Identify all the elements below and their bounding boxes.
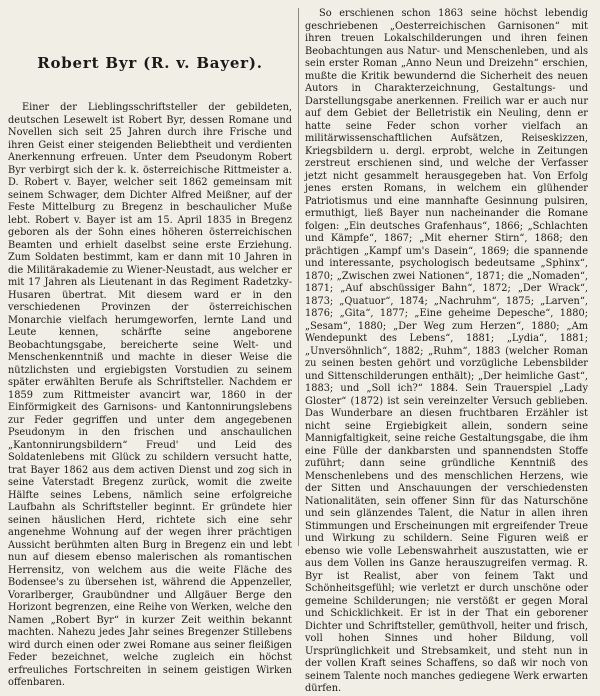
article-columns (8, 8, 594, 694)
left-column-text: Einer der Lieblingsschriftsteller der gebildeten, deutschen Lesewelt ist Robert Byr, dessen Romane und Novellen sich seit 25 Jahren durch ihre Frische und ihren Geist einer steigenden Beliebtheit und verdienten Anerkennung erfreuen. Unter dem Pseudonym Robert Byr verbirgt sich der k. k. österreichische Rittmeister a. D. Robert v. Bayer, welcher seit 1862 gemeinsam mit seinem Schwager, dem Dichter Alfred Meißner, auf der Feste Mittelburg zu Bregenz in beschaulicher Muße lebt. Robert v. Bayer ist am 15. April 1835 in Bregenz geboren als der Sohn eines höheren österreichischen Beamten und erhielt daselbst seine erste Erziehung. Zum Soldaten bestimmt, kam er dann mit 10 Jahren in die Militärakademie zu Wiener-Neustadt, aus welcher er mit 17 Jahren als Lieutenant in das Regiment Radetzky-Husaren übertrat. Mit diesem ward er in den verschiedenen Provinzen der österreichischen Monarchie vielfach herumgeworfen, lernte Land und Leute kennen, schärfte seine angeborene Beobachtungsgabe, bereicherte seine Welt- und Menschenkenntniß und machte in dieser Weise die nützlichsten und ergiebigsten Vorstudien zu seinem später erwählten Berufe als Schriftsteller. Nachdem er 1859 zum Rittmeister avancirt war, 1860 in der Einförmigkeit des Garnisons- und Kantonnirungslebens zur Feder gegriffen und unter dem angegebenen Pseudonym in den frischen und anschaulichen „Kantonnirungsbildern“ Freud' und Leid des Soldatenlebens mit Glück zu schildern versucht hatte, trat Bayer 1862 aus dem activen Dienst und zog sich in seine Vaterstadt Bregenz zurück, womit die zweite Hälfte seines Lebens, nämlich seine erfolgreiche Laufbahn als Schriftsteller beginnt. Er gründete hier seinen häuslichen Herd, richtete sich eine sehr angenehme Wohnung auf der wegen ihrer prächtigen Aussicht berühmten alten Burg in Bregenz ein und lebt nun auf diesem ebenso malerischen als romantischen Herrensitz, von welchem aus die weite Fläche des Bodensee's zu übersehen ist, während die Appenzeller, Vorarlberger, Graubündner und Allgäuer Berge den Horizont begrenzen, eine Reihe von Werken, welche den Namen „Robert Byr“ in kurzer Zeit weithin bekannt machten. Nahezu jedes Jahr seines Bregenzer Stillebens wird durch einen oder zwei Romane aus seiner fleißigen Feder bezeichnet, welche zugleich ein höchst erfreuliches Fortschreiten in seinem geistigen Wirken offenbaren. (8, 102, 292, 688)
right-column-text: So erschienen schon 1863 seine höchst lebendig geschriebenen „Oesterreichischen Garnisonen“ mit ihren treuen Lokalschilderungen und ihren feinen Beobachtungen aus Natur- und Menschenleben, und als sein erster Roman „Anno Neun und Dreizehn“ erschien, mußte die Kritik bewundernd die Sicherheit des neuen Autors in Charakterzeichnung, Gestaltungs- und Darstellungsgabe anerkennen. Freilich war er auch nur auf dem Gebiet der Belletristik ein Neuling, denn er hatte seine Feder schon vorher vielfach an militärwissenschaftlichen Aufsätzen, Reiseskizzen, Kriegsbildern u. dergl. erprobt, welche in Zeitungen zerstreut erschienen sind, und welche der Verfasser jetzt nicht gesammelt herausgegeben hat. Von Erfolg jenes ersten Romans, in welchem ein glühender Patriotismus und eine mannhafte Gesinnung pulsiren, ermuthigt, ließ Bayer nun nacheinander die Romane folgen: „Ein deutsches Grafenhaus“, 1866; „Schlachten und Kämpfe“, 1867; „Mit eherner Stirn“, 1868; den prächtigen „Kampf um's Dasein“, 1869; die spannende und interessante, psychologisch bedeutsame „Sphinx“, 1870; „Zwischen zwei Nationen“, 1871; die „Nomaden“, 1871; „Auf abschüssiger Bahn“, 1872; „Der Wrack“, 1873; „Quatuor“, 1874; „Nachruhm“, 1875; „Larven“, 1876; „Gita“, 1877; „Eine geheime Depesche“, 1880; „Sesam“, 1880; „Der Weg zum Herzen“, 1880; „Am Wendepunkt des Lebens“, 1881; „Lydia“, 1881; „Unversöhnlich“, 1882; „Ruhm“, 1883 (welcher Roman zu seinen besten gehört und vorzügliche Lebensbilder und Sittenschilderungen enthält); „Der heimliche Gast“, 1883; und „Soll ich?“ 1884. Sein Trauerspiel „Lady Gloster“ (1872) ist sein vereinzelter Versuch geblieben. Das Wunderbare an diesen fruchtbaren Erzähler ist nicht seine Ergiebigkeit allein, sondern seine Mannigfaltigkeit, seine reiche Gestaltungsgabe, die ihm eine Fülle der dankbarsten und spannendsten Stoffe zuführt; dann seine gründliche Kenntniß des Menschenlebens und des menschlichen Herzens, wie der Sitten und Anschauungen der verschiedensten Nationalitäten, sein offener Sinn für das Naturschöne und sein glänzendes Talent, die Natur in allen ihren Stimmungen und Erscheinungen mit ergreifender Treue und Wirkung zu schildern. Seine Figuren weiß er ebenso wie volle Lebenswahrheit auszustatten, wie er aus dem Vollen ins Ganze herauszugreifen vermag. R. Byr ist Realist, aber von feinem Takt und Schönheitsgefühl; wie verletzt er durch unschöne oder gemeine Schilderungen; nie verstößt er gegen Moral und Schicklichkeit. Er ist in der That ein geborener Dichter und Schriftsteller, gemüthvoll, heiter und frisch, voll hohen Sinnes und hoher Bildung, voll Ursprünglichkeit und Strebsamkeit, und steht nun in der vollen Kraft seines Schaffens, so daß wir noch von seinem Talente noch manches gediegene Werk erwarten dürfen. (305, 8, 588, 694)
right-column (298, 8, 588, 694)
left-column (8, 8, 298, 688)
article-title: Robert Byr (R. v. Bayer). (37, 54, 263, 72)
